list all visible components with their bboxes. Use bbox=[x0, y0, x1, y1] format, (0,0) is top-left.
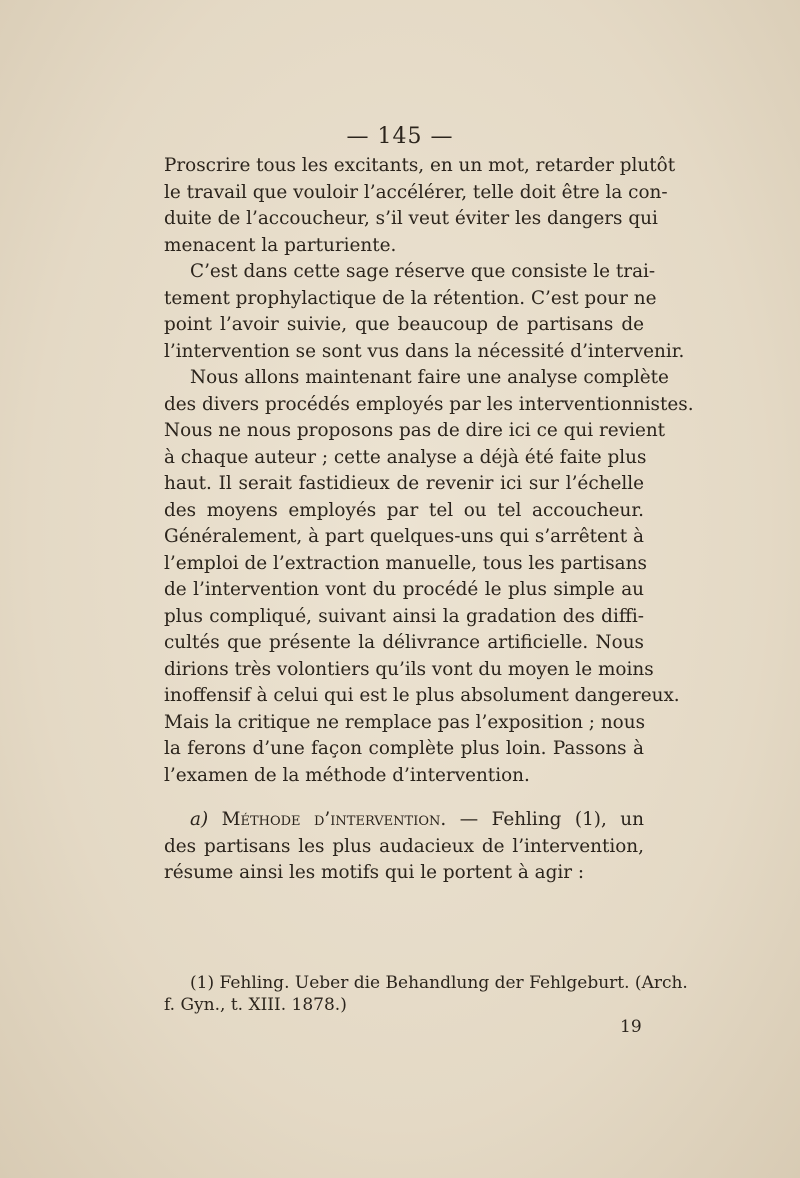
section-label: a) bbox=[190, 809, 209, 830]
signature-mark: 19 bbox=[620, 1017, 642, 1037]
paragraph-gap bbox=[164, 789, 644, 807]
text-line: duite de l’accoucheur, s’il veut éviter les dangers qui bbox=[164, 208, 658, 229]
footnote-line: (1) Fehling. Ueber die Behandlung der Fehlgeburt. (Arch. bbox=[190, 973, 688, 993]
text-line: résume ainsi les motifs qui le portent à agir : bbox=[164, 862, 585, 883]
text-line: Proscrire tous les excitants, en un mot, retarder plutôt bbox=[164, 155, 676, 176]
main-text bbox=[164, 153, 694, 887]
text-line: Nous ne nous proposons pas de dire ici ce qui revient bbox=[164, 420, 666, 441]
text-line: des partisans les plus audacieux de l’intervention, bbox=[164, 835, 644, 857]
paragraph bbox=[164, 807, 644, 887]
text-line: l’examen de la méthode d’intervention. bbox=[164, 764, 530, 786]
text-line: menacent la parturiente. bbox=[164, 234, 397, 256]
page-number-header: — 145 — bbox=[346, 124, 454, 149]
text-fragment: — Fehling (1), un bbox=[446, 809, 644, 830]
text-line: inoffensif à celui qui est le plus absolument dangereux. bbox=[164, 685, 680, 706]
paragraph bbox=[164, 365, 694, 789]
text-line: Mais la critique ne remplace pas l’exposition ; nous bbox=[164, 711, 646, 733]
text-line: plus compliqué, suivant ainsi la gradation des diffi- bbox=[164, 605, 644, 627]
text-line: point l’avoir suivie, que beaucoup de partisans de bbox=[164, 314, 644, 335]
text-line: cultés que présente la délivrance artificielle. Nous bbox=[164, 632, 644, 653]
text-line: la ferons d’une façon complète plus loin. Passons à bbox=[164, 738, 644, 759]
text-line: des divers procédés employés par les interventionnistes. bbox=[164, 393, 694, 415]
section-heading: Méthode d’intervention. bbox=[221, 809, 447, 830]
footnote bbox=[164, 972, 688, 1016]
paragraph bbox=[164, 153, 676, 259]
paragraph bbox=[164, 259, 685, 365]
footnote-line: f. Gyn., t. XIII. 1878.) bbox=[164, 995, 347, 1015]
text-line: des moyens employés par tel ou tel accoucheur. bbox=[164, 499, 644, 521]
text-line: l’intervention se sont vus dans la nécessité d’intervenir. bbox=[164, 340, 685, 362]
text-line: Généralement, à part quelques-uns qui s’arrêtent à bbox=[164, 526, 644, 547]
text-line: le travail que vouloir l’accélérer, telle doit être la con- bbox=[164, 181, 668, 203]
text-line: C’est dans cette sage réserve que consiste le trai- bbox=[190, 261, 656, 282]
text-line: à chaque auteur ; cette analyse a déjà été faite plus bbox=[164, 446, 647, 468]
text-line: l’emploi de l’extraction manuelle, tous les partisans bbox=[164, 552, 647, 574]
text-line: dirions très volontiers qu’ils vont du moyen le moins bbox=[164, 658, 654, 680]
text-line: Nous allons maintenant faire une analyse complète bbox=[190, 367, 669, 388]
text-line: tement prophylactique de la rétention. C’est pour ne bbox=[164, 287, 657, 309]
text-line: haut. Il serait fastidieux de revenir ici sur l’échelle bbox=[164, 473, 644, 494]
text-line bbox=[164, 807, 644, 834]
text-line: de l’intervention vont du procédé le plus simple au bbox=[164, 579, 644, 600]
